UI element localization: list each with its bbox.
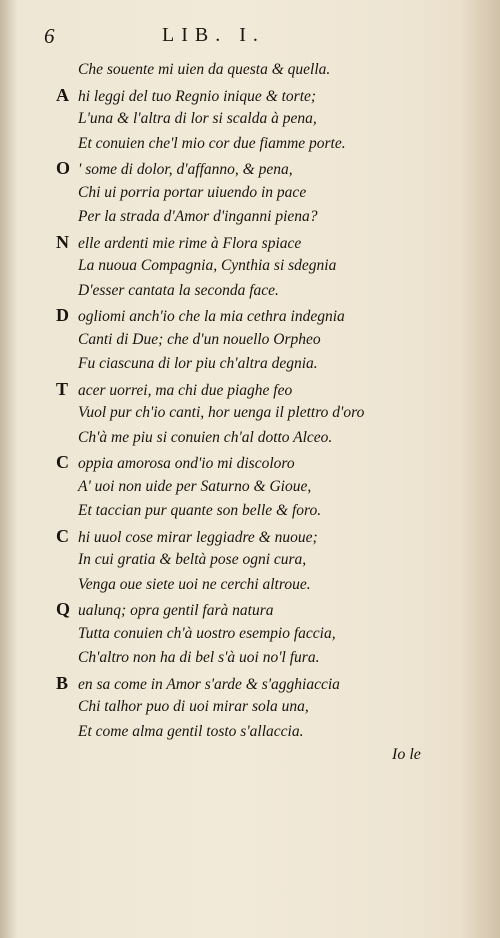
verse-text: Che souente mi uien da questa & quella. xyxy=(78,61,331,78)
verse-text: Venga oue siete uoi ne cerchi altroue. xyxy=(78,575,311,593)
verse-line xyxy=(56,426,436,451)
stanza-initial: N xyxy=(56,231,69,252)
verse-line xyxy=(56,352,436,377)
verse-text: In cui gratia & beltà pose ogni cura, xyxy=(78,551,307,568)
verse-line xyxy=(56,230,436,255)
verse-text: elle ardenti mie rime à Flora spiace xyxy=(78,234,302,252)
verse-line xyxy=(56,450,436,475)
stanza-initial: C xyxy=(56,525,69,546)
verse-line xyxy=(56,499,436,524)
verse-line xyxy=(56,156,436,181)
verse-text: ' some di dolor, d'affanno, & pena, xyxy=(78,161,293,178)
verse-line xyxy=(56,646,436,671)
stanza-initial: A xyxy=(56,84,69,105)
verse-line xyxy=(56,597,436,622)
verse-line xyxy=(56,279,436,304)
verse-text: A' uoi non uide per Saturno & Gioue, xyxy=(78,477,312,495)
verse-text: hi uuol cose mirar leggiadre & nuoue; xyxy=(78,528,318,546)
verse-line xyxy=(56,671,436,696)
verse-text: oppia amorosa ond'io mi discoloro xyxy=(78,455,295,472)
verse-text: Et come alma gentil tosto s'allaccia. xyxy=(78,722,304,740)
stanza-initial: T xyxy=(56,378,69,399)
stanza-initial: B xyxy=(56,672,69,693)
verse-text: La nuoua Compagnia, Cynthia si sdegnia xyxy=(78,257,337,274)
verse-text: acer uorrei, ma chi due piaghe feo xyxy=(78,381,293,399)
stanza-initial: D xyxy=(56,305,69,325)
stanza-initial: C xyxy=(56,452,69,472)
verse-text: Et conuien che'l mio cor due fiamme porte. xyxy=(78,134,346,152)
verse-text: en sa come in Amor s'arde & s'agghiaccia xyxy=(78,675,340,693)
verse-line xyxy=(56,524,436,549)
verse-text: ogliomi anch'io che la mia cethra indegnia xyxy=(78,308,345,325)
verse-line xyxy=(56,401,436,426)
verse-line xyxy=(56,573,436,598)
verse-block xyxy=(56,58,436,744)
verse-text: Chi ui porria portar uiuendo in pace xyxy=(78,183,307,201)
verse-line xyxy=(56,303,436,328)
verse-text: Vuol pur ch'io canti, hor uenga il plettro d'oro xyxy=(78,404,365,421)
verse-line xyxy=(56,107,436,132)
stanza-initial: Q xyxy=(56,599,71,619)
verse-line xyxy=(56,377,436,402)
verse-text: Canti di Due; che d'un nouello Orpheo xyxy=(78,330,321,348)
stanza-initial: O xyxy=(56,158,71,178)
verse-line xyxy=(56,83,436,108)
verse-text: ualunq; opra gentil farà natura xyxy=(78,602,274,619)
verse-text: D'esser cantata la seconda face. xyxy=(78,281,279,299)
verse-line xyxy=(56,254,436,279)
page-header xyxy=(44,24,460,46)
verse-line xyxy=(56,181,436,206)
verse-text: Ch'altro non ha di bel s'à uoi no'l fura. xyxy=(78,649,320,666)
page-number: 6 xyxy=(44,24,55,48)
verse-line xyxy=(56,720,436,745)
verse-line xyxy=(56,475,436,500)
verse-text: Fu ciascuna di lor piu ch'altra degnia. xyxy=(78,355,318,372)
verse-text: hi leggi del tuo Regnio inique & torte; xyxy=(78,87,317,105)
verse-line xyxy=(56,58,436,83)
verse-text: Per la strada d'Amor d'inganni piena? xyxy=(78,208,318,225)
verse-text: Tutta conuien ch'à uostro esempio faccia, xyxy=(78,624,336,642)
verse-text: L'una & l'altra di lor si scalda à pena, xyxy=(78,110,317,127)
verse-line xyxy=(56,695,436,720)
verse-line xyxy=(56,132,436,157)
verse-text: Chi talhor puo di uoi mirar sola una, xyxy=(78,698,309,715)
catchword: Io le xyxy=(392,746,421,763)
verse-text: Ch'à me piu si conuien ch'al dotto Alceo. xyxy=(78,428,333,446)
verse-line xyxy=(56,205,436,230)
bleed-through-text xyxy=(456,40,500,600)
verse-text: Et taccian pur quante son belle & foro. xyxy=(78,502,322,519)
verse-line xyxy=(56,622,436,647)
verse-line xyxy=(56,548,436,573)
verse-line xyxy=(56,328,436,353)
running-head: LIB. I. xyxy=(162,24,265,46)
